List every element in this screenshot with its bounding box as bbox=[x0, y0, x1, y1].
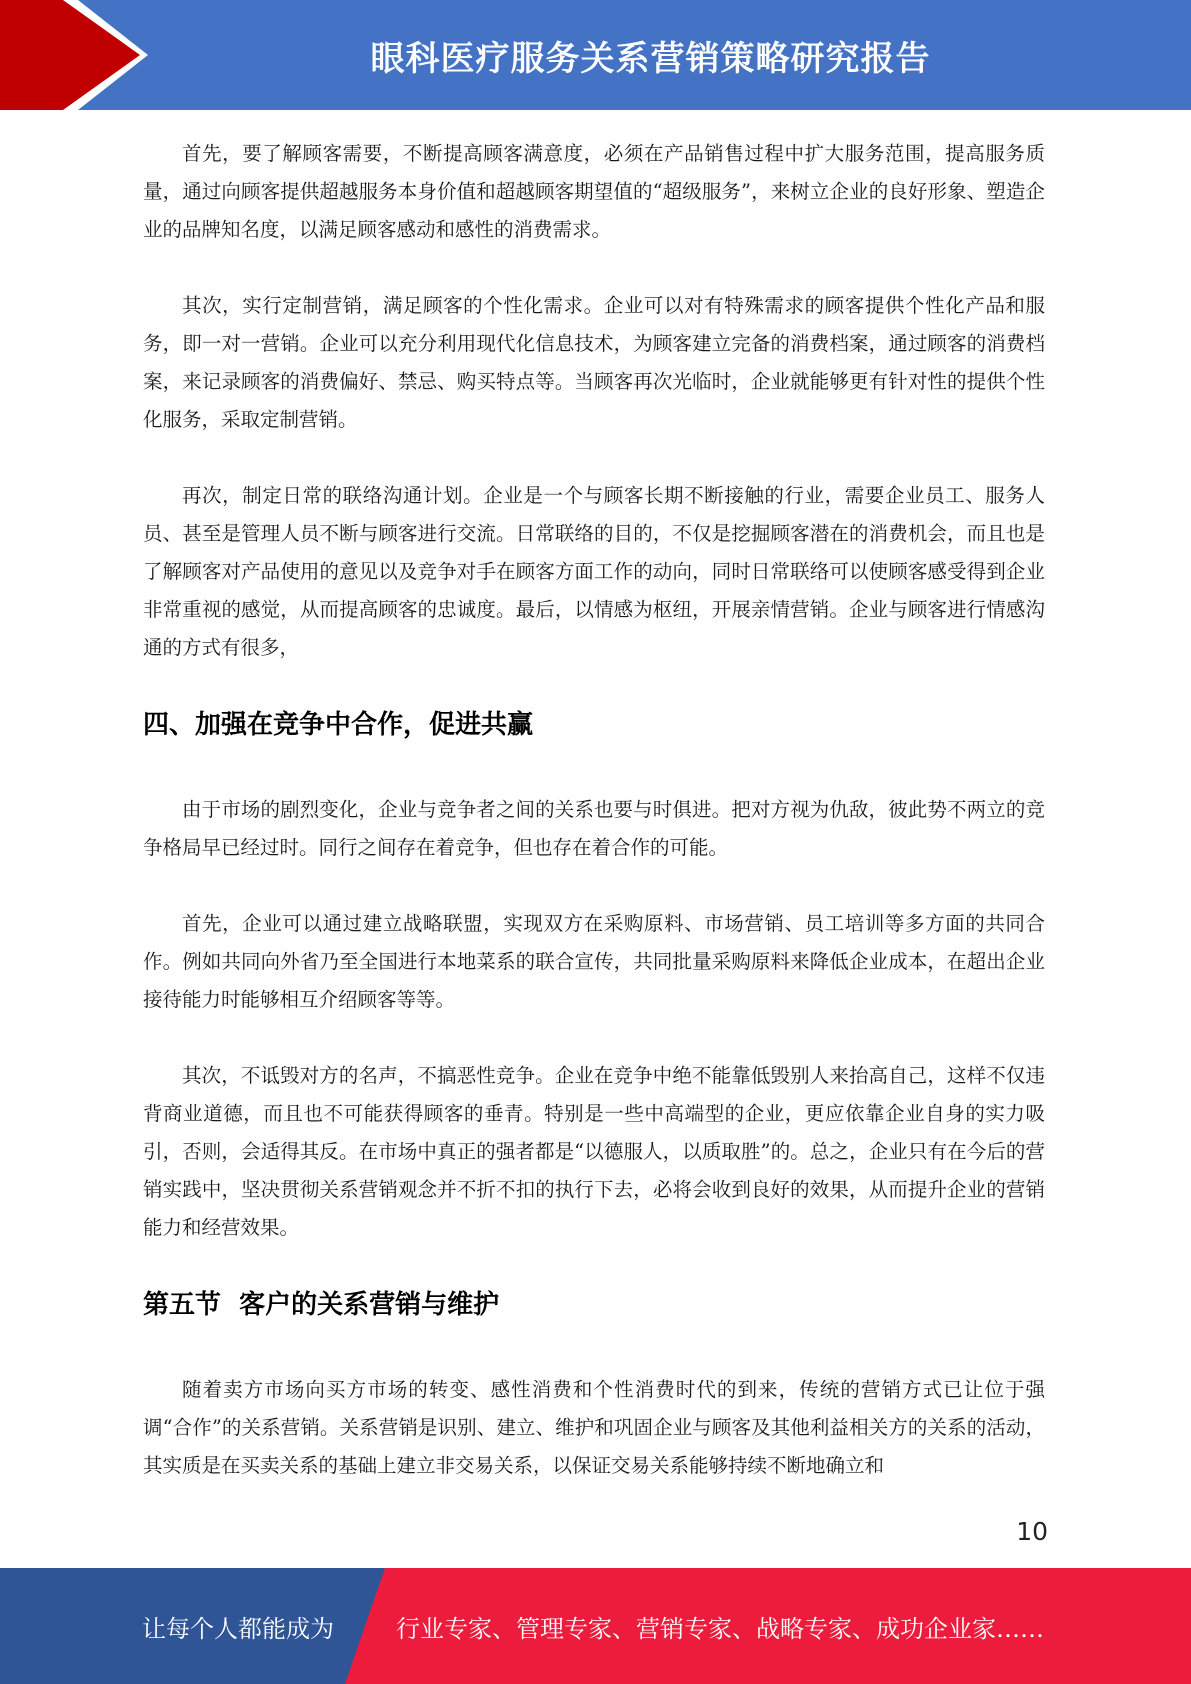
page-header bbox=[0, 0, 1191, 110]
footer-slogan-left: 让每个人都能成为 bbox=[142, 1614, 334, 1643]
document-title: 眼科医疗服务关系营销策略研究报告 bbox=[370, 38, 931, 79]
section-heading: 第五节 客户的关系营销与维护 bbox=[143, 1290, 500, 1320]
section-heading: 四、加强在竞争中合作，促进共赢 bbox=[143, 710, 534, 740]
page-content bbox=[143, 135, 1045, 1523]
page-number: 10 bbox=[1016, 1517, 1048, 1546]
paragraph: 再次，制定日常的联络沟通计划。企业是一个与顾客长期不断接触的行业，需要企业员工、服务人员、甚至是管理人员不断与顾客进行交流。日常联络的目的，不仅是挖掘顾客潜在的消费机会，而且也是了解顾客对产品使用的意见以及竞争对手在顾客方面工作的动向，同时日常联络可以使顾客感受得到企业非常重视的感觉，从而提高顾客的忠诚度。最后，以情感为枢纽，开展亲情营销。企业与顾客进行情感沟通的方式有很多， bbox=[143, 484, 1045, 659]
paragraph: 首先，企业可以通过建立战略联盟，实现双方在采购原料、市场营销、员工培训等多方面的共同合作。例如共同向外省乃至全国进行本地菜系的联合宣传，共同批量采购原料来降低企业成本，在超出企业接待能力时能够相互介绍顾客等等。 bbox=[143, 912, 1045, 1011]
paragraph: 其次，不诋毁对方的名声，不搞恶性竞争。企业在竞争中绝不能靠低毁别人来抬高自己，这样不仅违背商业道德，而且也不可能获得顾客的垂青。特别是一些中高端型的企业，更应依靠企业自身的实力吸引，否则，会适得其反。在市场中真正的强者都是“以德服人，以质取胜”的。总之，企业只有在今后的营销实践中，坚决贯彻关系营销观念并不折不扣的执行下去，必将会收到良好的效果，从而提升企业的营销能力和经营效果。 bbox=[143, 1064, 1045, 1239]
paragraph: 其次，实行定制营销，满足顾客的个性化需求。企业可以对有特殊需求的顾客提供个性化产品和服务，即一对一营销。企业可以充分利用现代化信息技术，为顾客建立完备的消费档案，通过顾客的消费档案，来记录顾客的消费偏好、禁忌、购买特点等。当顾客再次光临时，企业就能够更有针对性的提供个性化服务，采取定制营销。 bbox=[143, 294, 1045, 431]
page-footer bbox=[0, 1568, 1191, 1684]
paragraph: 由于市场的剧烈变化，企业与竞争者之间的关系也要与时俱进。把对方视为仇敌，彼此势不两立的竞争格局早已经过时。同行之间存在着竞争，但也存在着合作的可能。 bbox=[143, 798, 1045, 859]
paragraph: 首先，要了解顾客需要，不断提高顾客满意度，必须在产品销售过程中扩大服务范围，提高服务质量，通过向顾客提供超越服务本身价值和超越顾客期望值的“超级服务”，来树立企业的良好形象、塑造企业的品牌知名度，以满足顾客感动和感性的消费需求。 bbox=[143, 142, 1045, 241]
paragraph: 随着卖方市场向买方市场的转变、感性消费和个性消费时代的到来，传统的营销方式已让位于强调“合作”的关系营销。关系营销是识别、建立、维护和巩固企业与顾客及其他利益相关方的关系的活动，其实质是在买卖关系的基础上建立非交易关系，以保证交易关系能够持续不断地确立和 bbox=[143, 1378, 1045, 1477]
footer-slogan-right: 行业专家、管理专家、营销专家、战略专家、成功企业家…… bbox=[396, 1614, 1044, 1643]
